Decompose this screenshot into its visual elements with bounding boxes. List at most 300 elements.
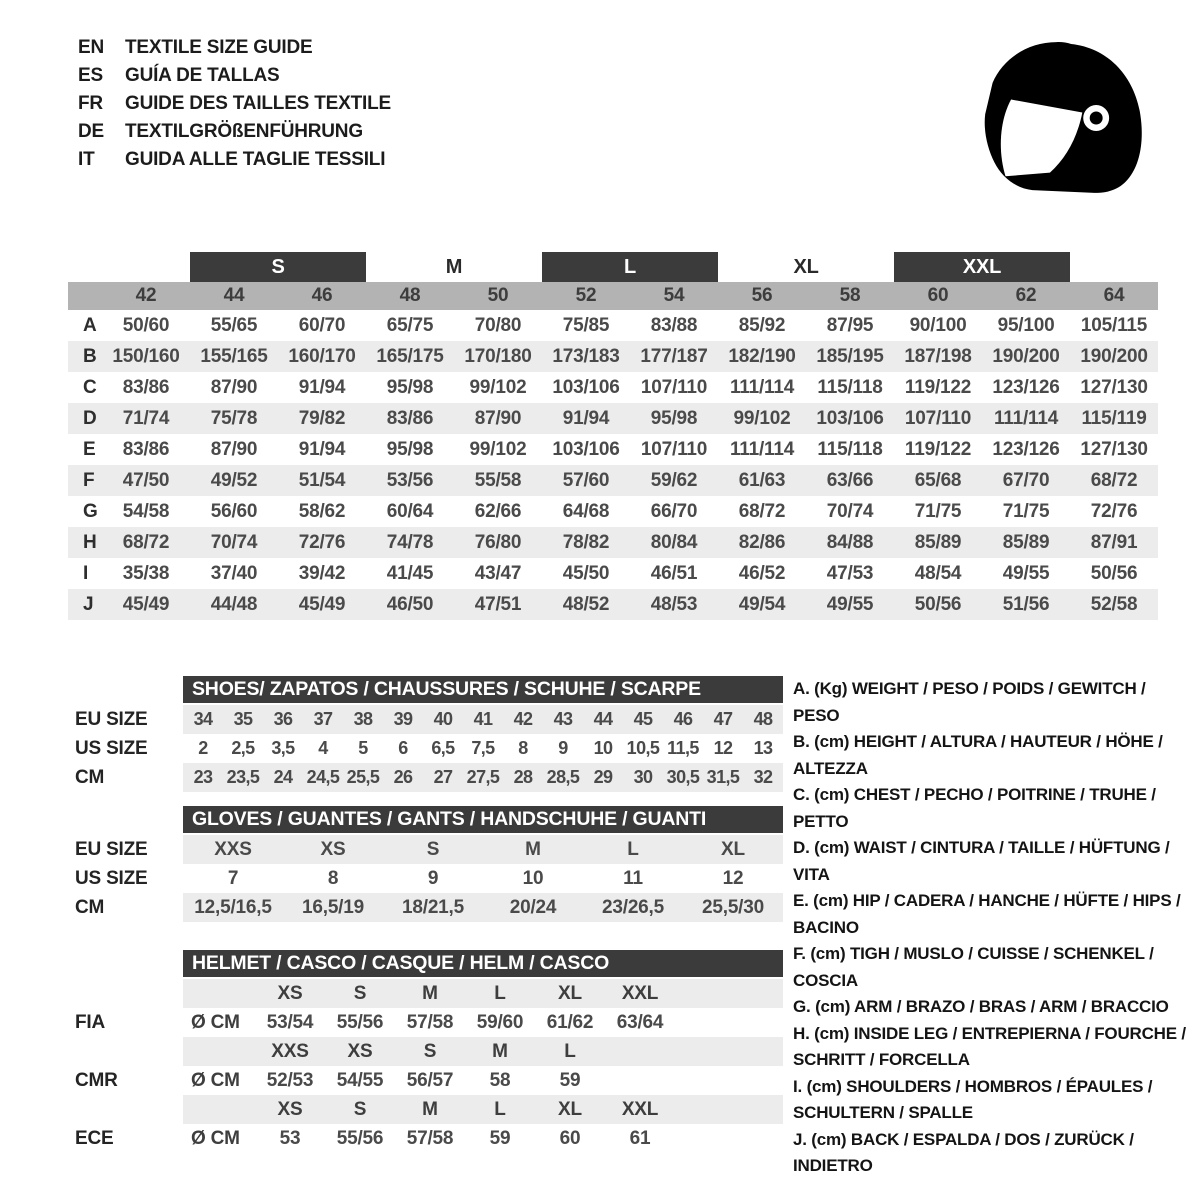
size-value: 68/72 xyxy=(1090,469,1138,491)
helmet-sizes-row-cmr xyxy=(75,1037,785,1066)
size-value: 71/74 xyxy=(122,407,170,429)
helmet-size-value: 61 xyxy=(629,1127,651,1149)
shoe-cm-size: 23,5 xyxy=(226,767,260,787)
language-row xyxy=(78,146,391,174)
measurement-row-h xyxy=(68,527,1158,558)
size-column-header: 58 xyxy=(839,285,861,306)
size-column-header: 52 xyxy=(575,285,597,306)
size-value: 47/53 xyxy=(826,562,874,584)
legend-entry: F. (cm) TIGH / MUSLO / CUISSE / SCHENKEL / COSCIA xyxy=(793,944,1154,990)
legend-entry: H. (cm) INSIDE LEG / ENTREPIERNA / FOURCHE / SCHRITT / FORCELLA xyxy=(793,1023,1186,1069)
helmet-unit-spacer xyxy=(183,979,255,1008)
size-value: 66/70 xyxy=(650,500,698,522)
shoe-eu-size: 36 xyxy=(273,709,293,729)
size-value: 51/54 xyxy=(298,469,346,491)
size-value: 160/170 xyxy=(288,345,356,367)
size-value: 49/52 xyxy=(210,469,258,491)
size-value: 35/38 xyxy=(122,562,170,584)
legend-entry: G. (cm) ARM / BRAZO / BRAS / ARM / BRACCIO xyxy=(793,997,1169,1016)
size-value: 47/51 xyxy=(474,593,522,615)
measurement-row-c xyxy=(68,372,1158,403)
shoe-eu-size: 34 xyxy=(193,709,213,729)
shoe-us-size: 12 xyxy=(713,738,733,758)
size-value: 72/76 xyxy=(298,531,346,553)
helmet-sizes-row-fia xyxy=(75,979,785,1008)
size-value: 46/50 xyxy=(386,593,434,615)
helmet-size-label: XL xyxy=(558,1098,582,1120)
helmet-size-value: 54/55 xyxy=(336,1069,384,1091)
helmet-standard-label: ECE xyxy=(75,1127,114,1149)
size-value: 56/60 xyxy=(210,500,258,522)
size-value: 87/90 xyxy=(210,438,258,460)
language-row xyxy=(78,62,391,90)
size-value: 170/180 xyxy=(464,345,532,367)
size-value: 119/122 xyxy=(904,376,972,398)
helmet-size-value: 52/53 xyxy=(266,1069,314,1091)
shoes-label-spacer xyxy=(75,676,183,705)
helmet-size-value: 56/57 xyxy=(406,1069,454,1091)
size-column-header: 50 xyxy=(487,285,509,306)
measurement-row-f xyxy=(68,465,1158,496)
helmet-size-value: 59 xyxy=(489,1127,511,1149)
glove-cm-size: 23/26,5 xyxy=(602,896,664,918)
size-value: 43/47 xyxy=(474,562,522,584)
size-value: 47/50 xyxy=(122,469,170,491)
gloves-title-row xyxy=(75,806,785,835)
legend-entry: A. (Kg) WEIGHT / PESO / POIDS / GEWITCH / PESO xyxy=(793,679,1146,725)
shoe-cm-size: 30 xyxy=(633,767,653,787)
size-value: 165/175 xyxy=(376,345,444,367)
measurement-row-j xyxy=(68,589,1158,620)
size-value: 91/94 xyxy=(298,376,346,398)
size-value: 71/75 xyxy=(914,500,962,522)
helmet-size-value: 59 xyxy=(559,1069,581,1091)
helmet-size-label: M xyxy=(422,1098,438,1120)
size-value: 111/114 xyxy=(993,407,1059,429)
size-value: 48/53 xyxy=(650,593,698,615)
shoes-title-row xyxy=(75,676,785,705)
size-value: 103/106 xyxy=(552,438,620,460)
language-code: FR xyxy=(78,93,103,114)
size-value: 95/98 xyxy=(386,438,434,460)
shoes-cm-label: CM xyxy=(75,766,105,788)
helmet-size-label: XS xyxy=(277,1098,303,1120)
size-value: 95/98 xyxy=(650,407,698,429)
size-value: 45/49 xyxy=(298,593,346,615)
row-letter: I xyxy=(83,562,89,584)
corner-spacer xyxy=(68,282,102,310)
shoe-us-size: 8 xyxy=(518,738,528,758)
size-band-xxl: XXL xyxy=(894,252,1070,282)
shoes-eu-size-label: EU SIZE xyxy=(75,708,148,730)
shoe-eu-size: 43 xyxy=(553,709,573,729)
gloves-section-title: GLOVES / GUANTES / GANTS / HANDSCHUHE / GUANTI xyxy=(183,806,783,833)
size-value: 85/92 xyxy=(738,314,786,336)
shoe-cm-size: 28,5 xyxy=(546,767,580,787)
size-value: 95/100 xyxy=(997,314,1055,336)
measurement-row-e xyxy=(68,434,1158,465)
size-value: 127/130 xyxy=(1080,438,1148,460)
size-value: 177/187 xyxy=(640,345,708,367)
size-value: 45/49 xyxy=(122,593,170,615)
size-value: 51/56 xyxy=(1002,593,1050,615)
size-value: 76/80 xyxy=(474,531,522,553)
shoe-us-size: 11,5 xyxy=(667,738,699,758)
size-value: 60/70 xyxy=(298,314,346,336)
helmet-sizes-strip xyxy=(183,1095,783,1124)
helmet-size-label: XL xyxy=(558,982,582,1004)
size-value: 65/68 xyxy=(914,469,962,491)
size-value: 70/74 xyxy=(826,500,874,522)
size-value: 84/88 xyxy=(826,531,874,553)
helmet-size-label: XS xyxy=(277,982,303,1004)
gloves-size-section xyxy=(75,806,785,922)
language-title: GUIDA ALLE TAGLIE TESSILI xyxy=(125,149,386,170)
size-value: 99/102 xyxy=(469,438,527,460)
size-value: 155/165 xyxy=(200,345,268,367)
size-value: 123/126 xyxy=(992,376,1060,398)
size-band-l: L xyxy=(542,252,718,282)
size-value: 65/75 xyxy=(386,314,434,336)
glove-us-size: 11 xyxy=(623,867,643,889)
size-column-header: 54 xyxy=(663,285,685,306)
size-value: 173/183 xyxy=(552,345,620,367)
shoes-size-section xyxy=(75,676,785,792)
helmet-size-label: XXL xyxy=(621,982,659,1004)
size-value: 80/84 xyxy=(650,531,698,553)
band-spacer-right xyxy=(1070,252,1158,282)
size-value: 70/80 xyxy=(474,314,522,336)
language-row xyxy=(78,118,391,146)
size-value: 74/78 xyxy=(386,531,434,553)
size-value: 190/200 xyxy=(1080,345,1148,367)
size-value: 49/55 xyxy=(826,593,874,615)
legend-entry: I. (cm) SHOULDERS / HOMBROS / ÉPAULES / SCHULTERN / SPALLE xyxy=(793,1076,1153,1122)
shoe-eu-size: 44 xyxy=(593,709,613,729)
glove-us-size: 12 xyxy=(722,867,744,889)
shoe-cm-size: 28 xyxy=(513,767,533,787)
size-value: 83/86 xyxy=(122,438,170,460)
language-title: GUÍA DE TALLAS xyxy=(125,65,280,86)
size-band-s: S xyxy=(190,252,366,282)
shoes-cm-row xyxy=(75,763,785,792)
shoe-us-size: 9 xyxy=(558,738,568,758)
helmet-row-spacer xyxy=(75,1037,183,1066)
shoe-us-size: 10 xyxy=(593,738,613,758)
size-value: 58/62 xyxy=(298,500,346,522)
helmet-size-value: 55/56 xyxy=(336,1127,384,1149)
shoe-cm-size: 31,5 xyxy=(706,767,740,787)
helmet-size-label: XXS xyxy=(271,1040,309,1062)
size-value: 44/48 xyxy=(210,593,258,615)
size-value: 79/82 xyxy=(298,407,346,429)
language-code: EN xyxy=(78,37,104,58)
helmet-sizes-strip xyxy=(183,979,783,1008)
gloves-cm-values xyxy=(183,893,783,922)
size-column-header: 64 xyxy=(1103,285,1125,306)
helmet-sizes-strip xyxy=(183,1037,783,1066)
helmet-size-value: 61/62 xyxy=(546,1011,594,1033)
size-band-xl: XL xyxy=(793,255,819,278)
helmet-unit-label: Ø CM xyxy=(191,1011,240,1033)
helmet-size-label: M xyxy=(422,982,438,1004)
shoe-eu-size: 48 xyxy=(753,709,773,729)
size-column-header: 48 xyxy=(399,285,421,306)
size-value: 99/102 xyxy=(733,407,791,429)
language-row xyxy=(78,90,391,118)
shoe-cm-size: 24,5 xyxy=(306,767,340,787)
size-value: 127/130 xyxy=(1080,376,1148,398)
size-column-header: 46 xyxy=(311,285,333,306)
shoe-cm-size: 25,5 xyxy=(346,767,380,787)
size-value: 75/78 xyxy=(210,407,258,429)
helmet-sizes-row-ece xyxy=(75,1095,785,1124)
size-value: 115/118 xyxy=(817,438,883,460)
language-code: DE xyxy=(78,121,104,142)
size-value: 107/110 xyxy=(640,438,708,460)
shoe-eu-size: 45 xyxy=(633,709,653,729)
size-value: 37/40 xyxy=(210,562,258,584)
glove-us-size: 10 xyxy=(522,867,544,889)
shoes-eu-values xyxy=(183,705,783,734)
helmet-unit-label: Ø CM xyxy=(191,1127,240,1149)
helmet-size-value: 53 xyxy=(279,1127,301,1149)
size-value: 71/75 xyxy=(1002,500,1050,522)
size-value: 150/160 xyxy=(112,345,180,367)
size-value: 46/52 xyxy=(738,562,786,584)
glove-cm-size: 25,5/30 xyxy=(702,896,764,918)
row-letter: E xyxy=(83,438,96,460)
size-value: 190/200 xyxy=(992,345,1060,367)
helmet-size-value: 63/64 xyxy=(616,1011,664,1033)
language-code: ES xyxy=(78,65,103,86)
size-value: 85/89 xyxy=(914,531,962,553)
helmet-values-strip xyxy=(183,1066,783,1095)
size-value: 87/90 xyxy=(474,407,522,429)
row-letter: A xyxy=(83,314,97,336)
shoe-cm-size: 29 xyxy=(593,767,613,787)
size-value: 39/42 xyxy=(298,562,346,584)
row-letter: J xyxy=(83,593,94,615)
size-value: 49/55 xyxy=(1002,562,1050,584)
size-value: 50/56 xyxy=(914,593,962,615)
size-value: 59/62 xyxy=(650,469,698,491)
helmet-size-value: 58 xyxy=(489,1069,511,1091)
size-column-header: 62 xyxy=(1015,285,1037,306)
shoe-us-size: 6 xyxy=(398,738,408,758)
shoe-eu-size: 46 xyxy=(673,709,693,729)
shoe-us-size: 2 xyxy=(198,738,208,758)
measurement-row-a xyxy=(68,310,1158,341)
size-value: 48/52 xyxy=(562,593,610,615)
size-value: 53/56 xyxy=(386,469,434,491)
size-value: 78/82 xyxy=(562,531,610,553)
shoe-eu-size: 42 xyxy=(513,709,533,729)
helmet-size-label: XXL xyxy=(621,1098,659,1120)
size-value: 72/76 xyxy=(1090,500,1138,522)
size-value: 90/100 xyxy=(909,314,967,336)
size-value: 91/94 xyxy=(298,438,346,460)
shoes-us-values xyxy=(183,734,783,763)
size-band-m: M xyxy=(445,255,463,278)
size-value: 119/122 xyxy=(904,438,972,460)
size-value: 50/60 xyxy=(122,314,170,336)
gloves-label-spacer xyxy=(75,806,183,835)
shoe-us-size: 10,5 xyxy=(626,738,660,758)
shoe-us-size: 6,5 xyxy=(431,738,455,758)
shoes-cm-values xyxy=(183,763,783,792)
gloves-cm-row xyxy=(75,893,785,922)
size-value: 49/54 xyxy=(738,593,786,615)
racing-helmet-graphic xyxy=(975,24,1160,212)
shoe-us-size: 4 xyxy=(318,738,328,758)
glove-eu-size: XS xyxy=(320,838,346,860)
helmet-size-label: S xyxy=(353,1098,367,1120)
size-value: 57/60 xyxy=(562,469,610,491)
glove-eu-size: M xyxy=(525,838,541,860)
size-value: 83/88 xyxy=(650,314,698,336)
language-title-block xyxy=(78,34,391,174)
size-value: 87/95 xyxy=(826,314,874,336)
helmet-size-value: 57/58 xyxy=(406,1127,454,1149)
glove-eu-size: S xyxy=(426,838,440,860)
helmet-standard-label: CMR xyxy=(75,1069,118,1091)
size-value: 41/45 xyxy=(386,562,434,584)
shoe-eu-size: 40 xyxy=(433,709,453,729)
language-title: GUIDE DES TAILLES TEXTILE xyxy=(125,93,391,114)
legend-entry: B. (cm) HEIGHT / ALTURA / HAUTEUR / HÖHE / ALTEZZA xyxy=(793,732,1163,778)
row-letter: G xyxy=(83,500,98,522)
measurement-row-i xyxy=(68,558,1158,589)
glove-cm-size: 12,5/16,5 xyxy=(194,896,272,918)
helmet-unit-spacer xyxy=(183,1037,255,1066)
shoe-cm-size: 23 xyxy=(193,767,213,787)
size-value: 107/110 xyxy=(640,376,708,398)
size-column-header: 60 xyxy=(927,285,949,306)
glove-us-size: 9 xyxy=(427,867,439,889)
shoes-section-title: SHOES/ ZAPATOS / CHAUSSURES / SCHUHE / SCARPE xyxy=(183,676,783,703)
helmet-size-value: 59/60 xyxy=(476,1011,524,1033)
size-value: 75/85 xyxy=(562,314,610,336)
glove-cm-size: 20/24 xyxy=(509,896,557,918)
size-value: 68/72 xyxy=(122,531,170,553)
textile-size-table xyxy=(68,252,1158,620)
shoes-us-row xyxy=(75,734,785,763)
glove-us-size: 8 xyxy=(327,867,339,889)
size-column-header: 44 xyxy=(223,285,245,306)
helmet-size-label: L xyxy=(564,1040,576,1062)
size-value: 70/74 xyxy=(210,531,258,553)
size-value: 85/89 xyxy=(1002,531,1050,553)
gloves-eu-row xyxy=(75,835,785,864)
size-value: 46/51 xyxy=(650,562,698,584)
glove-cm-size: 18/21,5 xyxy=(402,896,464,918)
helmet-row-spacer xyxy=(75,979,183,1008)
language-title: TEXTILGRÖßENFÜHRUNG xyxy=(125,121,363,142)
helmet-size-value: 60 xyxy=(559,1127,581,1149)
shoe-us-size: 5 xyxy=(358,738,368,758)
size-value: 54/58 xyxy=(122,500,170,522)
shoe-cm-size: 24 xyxy=(273,767,293,787)
shoe-cm-size: 30,5 xyxy=(666,767,700,787)
size-column-header: 42 xyxy=(135,285,157,306)
size-value: 87/90 xyxy=(210,376,258,398)
shoe-us-size: 3,5 xyxy=(271,738,295,758)
helmet-size-label: L xyxy=(494,1098,506,1120)
size-value: 82/86 xyxy=(738,531,786,553)
size-value: 115/119 xyxy=(1081,407,1147,429)
shoes-eu-row xyxy=(75,705,785,734)
size-value: 123/126 xyxy=(992,438,1060,460)
size-value: 45/50 xyxy=(562,562,610,584)
band-spacer-left xyxy=(68,252,190,282)
helmet-label-spacer xyxy=(75,950,183,979)
legend-entry: C. (cm) CHEST / PECHO / POITRINE / TRUHE / PETTO xyxy=(793,785,1156,831)
helmet-values-row-ece xyxy=(75,1124,785,1153)
shoes-us-size-label: US SIZE xyxy=(75,737,148,759)
shoe-cm-size: 32 xyxy=(753,767,773,787)
shoe-us-size: 2,5 xyxy=(231,738,255,758)
helmet-standard-label: FIA xyxy=(75,1011,106,1033)
shoe-eu-size: 39 xyxy=(393,709,413,729)
row-letter: B xyxy=(83,345,97,367)
helmet-title-row xyxy=(75,950,785,979)
size-value: 99/102 xyxy=(469,376,527,398)
language-row xyxy=(78,34,391,62)
size-value: 182/190 xyxy=(728,345,796,367)
row-letter: C xyxy=(83,376,97,398)
gloves-us-size-label: US SIZE xyxy=(75,867,148,889)
helmet-values-row-fia xyxy=(75,1008,785,1037)
language-title: TEXTILE SIZE GUIDE xyxy=(125,37,313,58)
size-value: 68/72 xyxy=(738,500,786,522)
helmet-values-strip xyxy=(183,1124,783,1153)
helmet-values-strip xyxy=(183,1008,783,1037)
size-value: 105/115 xyxy=(1080,314,1148,336)
helmet-section-title: HELMET / CASCO / CASQUE / HELM / CASCO xyxy=(183,950,783,977)
size-value: 95/98 xyxy=(386,376,434,398)
measurement-row-g xyxy=(68,496,1158,527)
helmet-size-label: M xyxy=(492,1040,508,1062)
size-value: 103/106 xyxy=(552,376,620,398)
shoe-cm-size: 27 xyxy=(433,767,453,787)
gloves-us-row xyxy=(75,864,785,893)
size-value: 87/91 xyxy=(1090,531,1138,553)
measurement-row-b xyxy=(68,341,1158,372)
helmet-size-value: 53/54 xyxy=(266,1011,314,1033)
helmet-icon xyxy=(975,24,1160,212)
helmet-size-value: 57/58 xyxy=(406,1011,454,1033)
size-value: 55/65 xyxy=(210,314,258,336)
size-value: 61/63 xyxy=(738,469,786,491)
size-value: 55/58 xyxy=(474,469,522,491)
size-value: 83/86 xyxy=(122,376,170,398)
size-value: 185/195 xyxy=(816,345,884,367)
glove-eu-size: XL xyxy=(721,838,745,860)
shoe-us-size: 13 xyxy=(753,738,773,758)
size-value: 115/118 xyxy=(817,376,883,398)
size-value: 64/68 xyxy=(562,500,610,522)
glove-us-size: 7 xyxy=(227,867,239,889)
language-code: IT xyxy=(78,149,95,170)
size-value: 107/110 xyxy=(904,407,972,429)
gloves-eu-values xyxy=(183,835,783,864)
helmet-unit-label: Ø CM xyxy=(191,1069,240,1091)
size-value: 63/66 xyxy=(826,469,874,491)
size-column-header: 56 xyxy=(751,285,773,306)
size-value: 111/114 xyxy=(729,438,795,460)
row-letter: H xyxy=(83,531,97,553)
